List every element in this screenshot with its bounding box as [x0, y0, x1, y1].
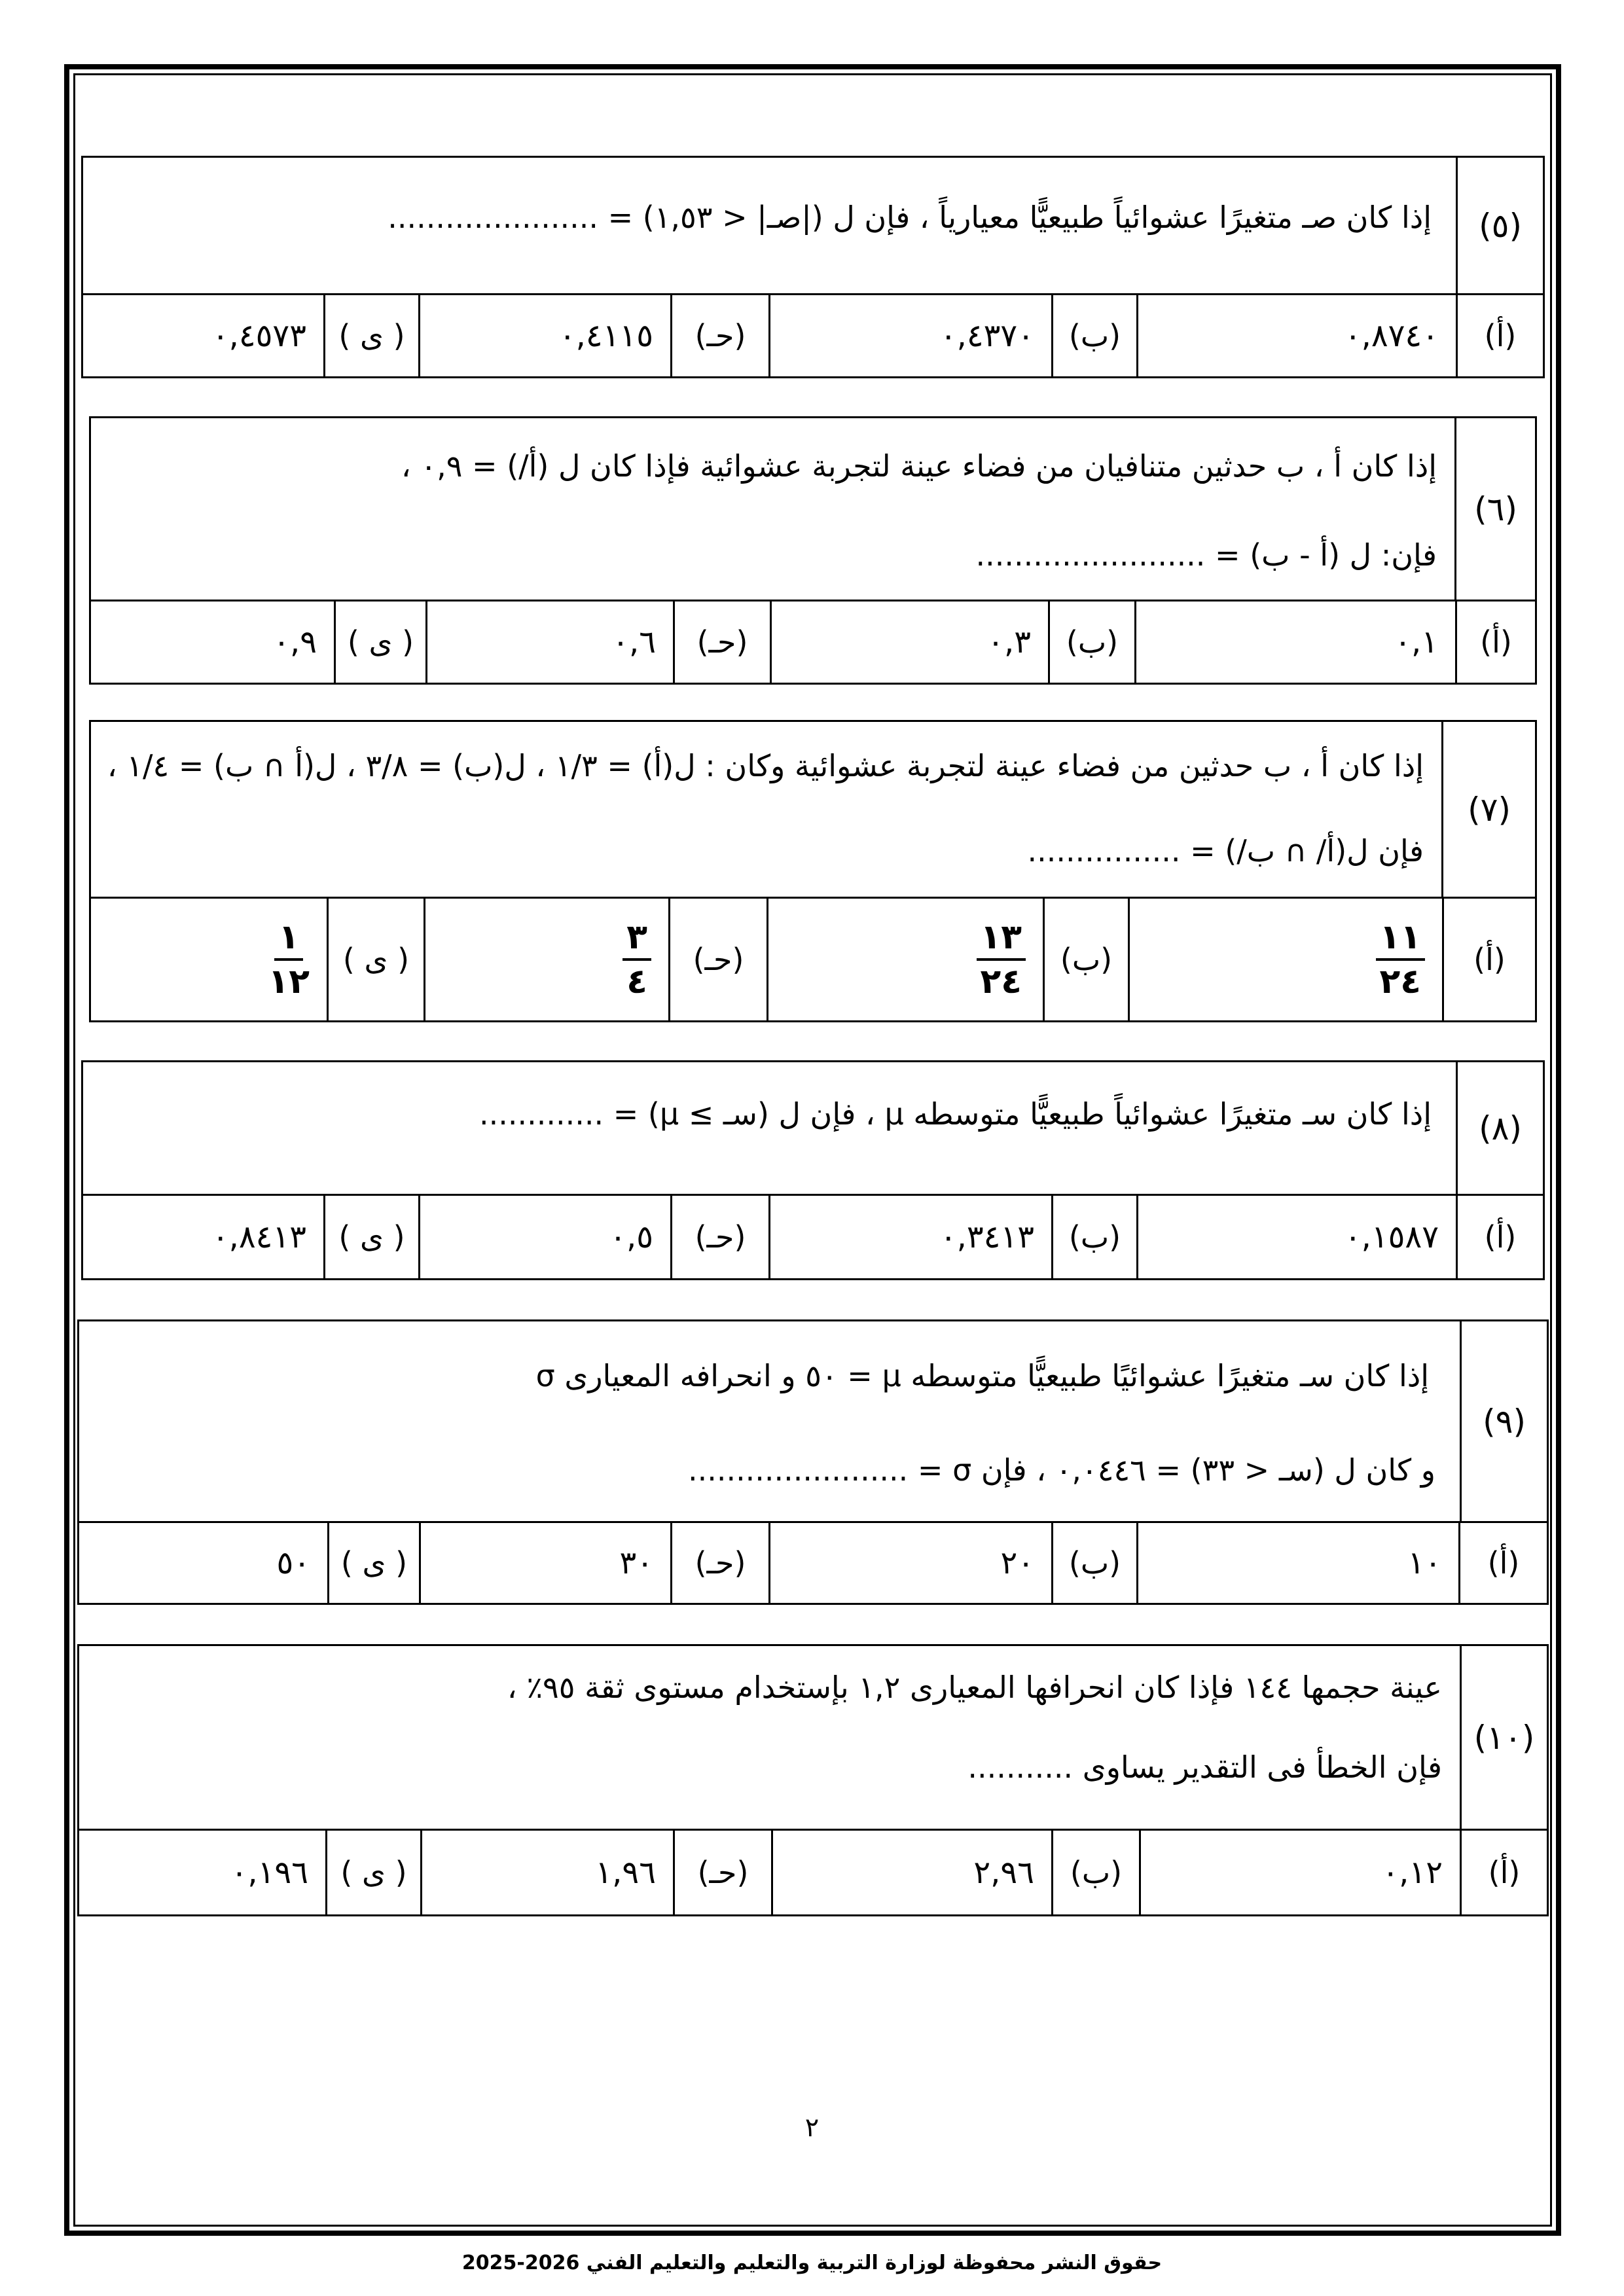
option-value-c[interactable]: ٠,٥ — [418, 1196, 670, 1278]
option-label-b[interactable]: (ب) — [1051, 1831, 1139, 1914]
question-text-line-2: فإن: ل (أ - ب) = ........................ — [975, 537, 1437, 573]
option-label-b[interactable]: (ب) — [1051, 1196, 1136, 1278]
option-label-b[interactable]: (ب) — [1043, 899, 1128, 1020]
option-label-b[interactable]: (ب) — [1051, 295, 1136, 376]
copyright-footer: حقوق النشر محفوظة لوزارة التربية والتعليم والتعليم الفني 2026-2025 — [461, 2251, 1163, 2274]
option-value-a[interactable]: ١٠ — [1136, 1523, 1458, 1603]
question-text: إذا كان سـ متغيرًا عشوائياً طبيعيًّا متوسطه μ ، فإن ل (سـ ≥ μ) = ............. — [479, 1096, 1432, 1132]
question-stem — [79, 1646, 1547, 1831]
option-label-a[interactable]: (أ) — [1458, 1523, 1547, 1603]
option-label-b[interactable]: (ب) — [1051, 1523, 1136, 1603]
option-value-c[interactable]: ٠,٦ — [425, 601, 673, 683]
question-5 — [81, 156, 1545, 378]
fraction-numerator: ١ — [274, 920, 303, 961]
options-row — [83, 295, 1543, 376]
option-value-b[interactable] — [767, 899, 1043, 1020]
question-number: (٩) — [1460, 1321, 1547, 1521]
option-value-c[interactable]: ٠,٤١١٥ — [418, 295, 670, 376]
question-stem — [79, 1321, 1547, 1523]
option-value-a[interactable] — [1128, 899, 1442, 1020]
option-value-c[interactable]: ١,٩٦ — [420, 1831, 673, 1914]
option-label-a[interactable]: (أ) — [1460, 1831, 1547, 1914]
option-value-b[interactable]: ٠,٤٣٧٠ — [768, 295, 1051, 376]
question-number: (٥) — [1456, 158, 1543, 293]
question-text-line-1: إذا كان أ ، ب حدثين متنافيان من فضاء عينة لتجربة عشوائية فإذا كان ل (أ/) = ٠,٩ ، — [401, 448, 1437, 484]
question-text-line-2: فإن الخطأ فى التقدير يساوى ........... — [967, 1749, 1442, 1785]
question-text-line-2: و كان ل (سـ < ٣٣) = ٠,٠٤٤٦ ، فإن σ = ....................... — [687, 1452, 1435, 1488]
fraction — [1376, 920, 1425, 999]
options-row — [91, 899, 1535, 1020]
fraction-numerator: ١١ — [1376, 920, 1425, 961]
fraction-denominator: ١٢ — [268, 962, 310, 1001]
options-row — [79, 1831, 1547, 1914]
option-label-d[interactable]: ( ى ) — [327, 1523, 419, 1603]
option-label-c[interactable]: (حـ) — [668, 899, 767, 1020]
fraction-numerator: ٣ — [623, 920, 651, 961]
fraction-numerator: ١٣ — [977, 920, 1026, 961]
option-label-a[interactable]: (أ) — [1455, 601, 1535, 683]
option-label-d[interactable]: ( ى ) — [327, 899, 424, 1020]
question-7 — [89, 720, 1537, 1022]
option-value-b[interactable]: ٢,٩٦ — [771, 1831, 1051, 1914]
option-label-a[interactable]: (أ) — [1442, 899, 1535, 1020]
option-label-c[interactable]: (حـ) — [673, 601, 770, 683]
option-value-b[interactable]: ٠,٣ — [770, 601, 1048, 683]
question-9 — [77, 1319, 1549, 1605]
question-number: (٨) — [1456, 1062, 1543, 1194]
question-8 — [81, 1060, 1545, 1280]
question-number: (٦) — [1454, 418, 1535, 600]
option-label-c[interactable]: (حـ) — [670, 295, 768, 376]
options-row — [83, 1196, 1543, 1278]
question-stem — [83, 158, 1543, 295]
question-text-line-2: فإن ل(أ/ ∩ ب/) = ................ — [1027, 833, 1424, 869]
option-value-a[interactable]: ٠,١ — [1134, 601, 1455, 683]
options-row — [91, 601, 1535, 683]
option-value-a[interactable]: ٠,٨٧٤٠ — [1136, 295, 1456, 376]
option-label-d[interactable]: ( ى ) — [325, 1831, 420, 1914]
question-number: (١٠) — [1460, 1646, 1547, 1829]
option-value-d[interactable]: ٠,٤٥٧٣ — [211, 317, 306, 354]
fraction — [268, 920, 310, 999]
fraction — [977, 920, 1026, 999]
option-value-d[interactable]: ٥٠ — [276, 1545, 310, 1581]
question-10 — [77, 1644, 1549, 1916]
fraction — [623, 920, 651, 999]
question-stem — [91, 418, 1535, 601]
option-value-c[interactable] — [424, 899, 668, 1020]
question-text-line-1: عينة حجمها ١٤٤ فإذا كان انحرافها المعيارى ١,٢ بإستخدام مستوى ثقة ٩٥٪ ، — [507, 1670, 1442, 1705]
option-value-a[interactable]: ٠,١٢ — [1139, 1831, 1460, 1914]
option-value-a[interactable]: ٠,١٥٨٧ — [1136, 1196, 1456, 1278]
fraction-denominator: ٢٤ — [1379, 962, 1421, 1001]
question-number: (٧) — [1441, 722, 1535, 897]
question-text-line-1: إذا كان سـ متغيرًا عشوائيًا طبيعيًّا متوسطه μ = ٥٠ و انحرافه المعيارى σ — [535, 1358, 1429, 1393]
option-label-a[interactable]: (أ) — [1456, 1196, 1543, 1278]
fraction-denominator: ٤ — [626, 962, 647, 1001]
option-value-d[interactable]: ٠,٨٤١٣ — [211, 1219, 306, 1255]
option-label-b[interactable]: (ب) — [1048, 601, 1134, 683]
question-text: إذا كان صـ متغيرًا عشوائياً طبيعيًّا معيارياً ، فإن ل (|صـ| < ١,٥٣) = ...................... — [388, 200, 1432, 235]
option-label-a[interactable]: (أ) — [1456, 295, 1543, 376]
option-value-d[interactable]: ٠,١٩٦ — [230, 1854, 308, 1891]
question-stem — [91, 722, 1535, 899]
question-6 — [89, 416, 1537, 685]
option-label-d[interactable]: ( ى ) — [334, 601, 425, 683]
page-number: ٢ — [804, 2113, 820, 2143]
option-label-d[interactable]: ( ى ) — [323, 1196, 418, 1278]
option-value-c[interactable]: ٣٠ — [419, 1523, 670, 1603]
option-value-b[interactable]: ٢٠ — [768, 1523, 1051, 1603]
option-value-b[interactable]: ٠,٣٤١٣ — [768, 1196, 1051, 1278]
option-label-c[interactable]: (حـ) — [670, 1523, 768, 1603]
question-stem — [83, 1062, 1543, 1196]
option-value-d[interactable]: ٠,٩ — [273, 624, 317, 660]
question-text-line-1: إذا كان أ ، ب حدثين من فضاء عينة لتجربة عشوائية وكان : ل(أ) = ١/٣ ، ل(ب) = ٣/٨ ، ل(أ ∩ ب) = ١/٤ ، — [107, 748, 1424, 783]
options-row — [79, 1523, 1547, 1603]
fraction-denominator: ٢٤ — [980, 962, 1022, 1001]
option-label-c[interactable]: (حـ) — [673, 1831, 771, 1914]
option-label-d[interactable]: ( ى ) — [323, 295, 418, 376]
option-label-c[interactable]: (حـ) — [670, 1196, 768, 1278]
option-value-d[interactable] — [91, 899, 327, 1020]
